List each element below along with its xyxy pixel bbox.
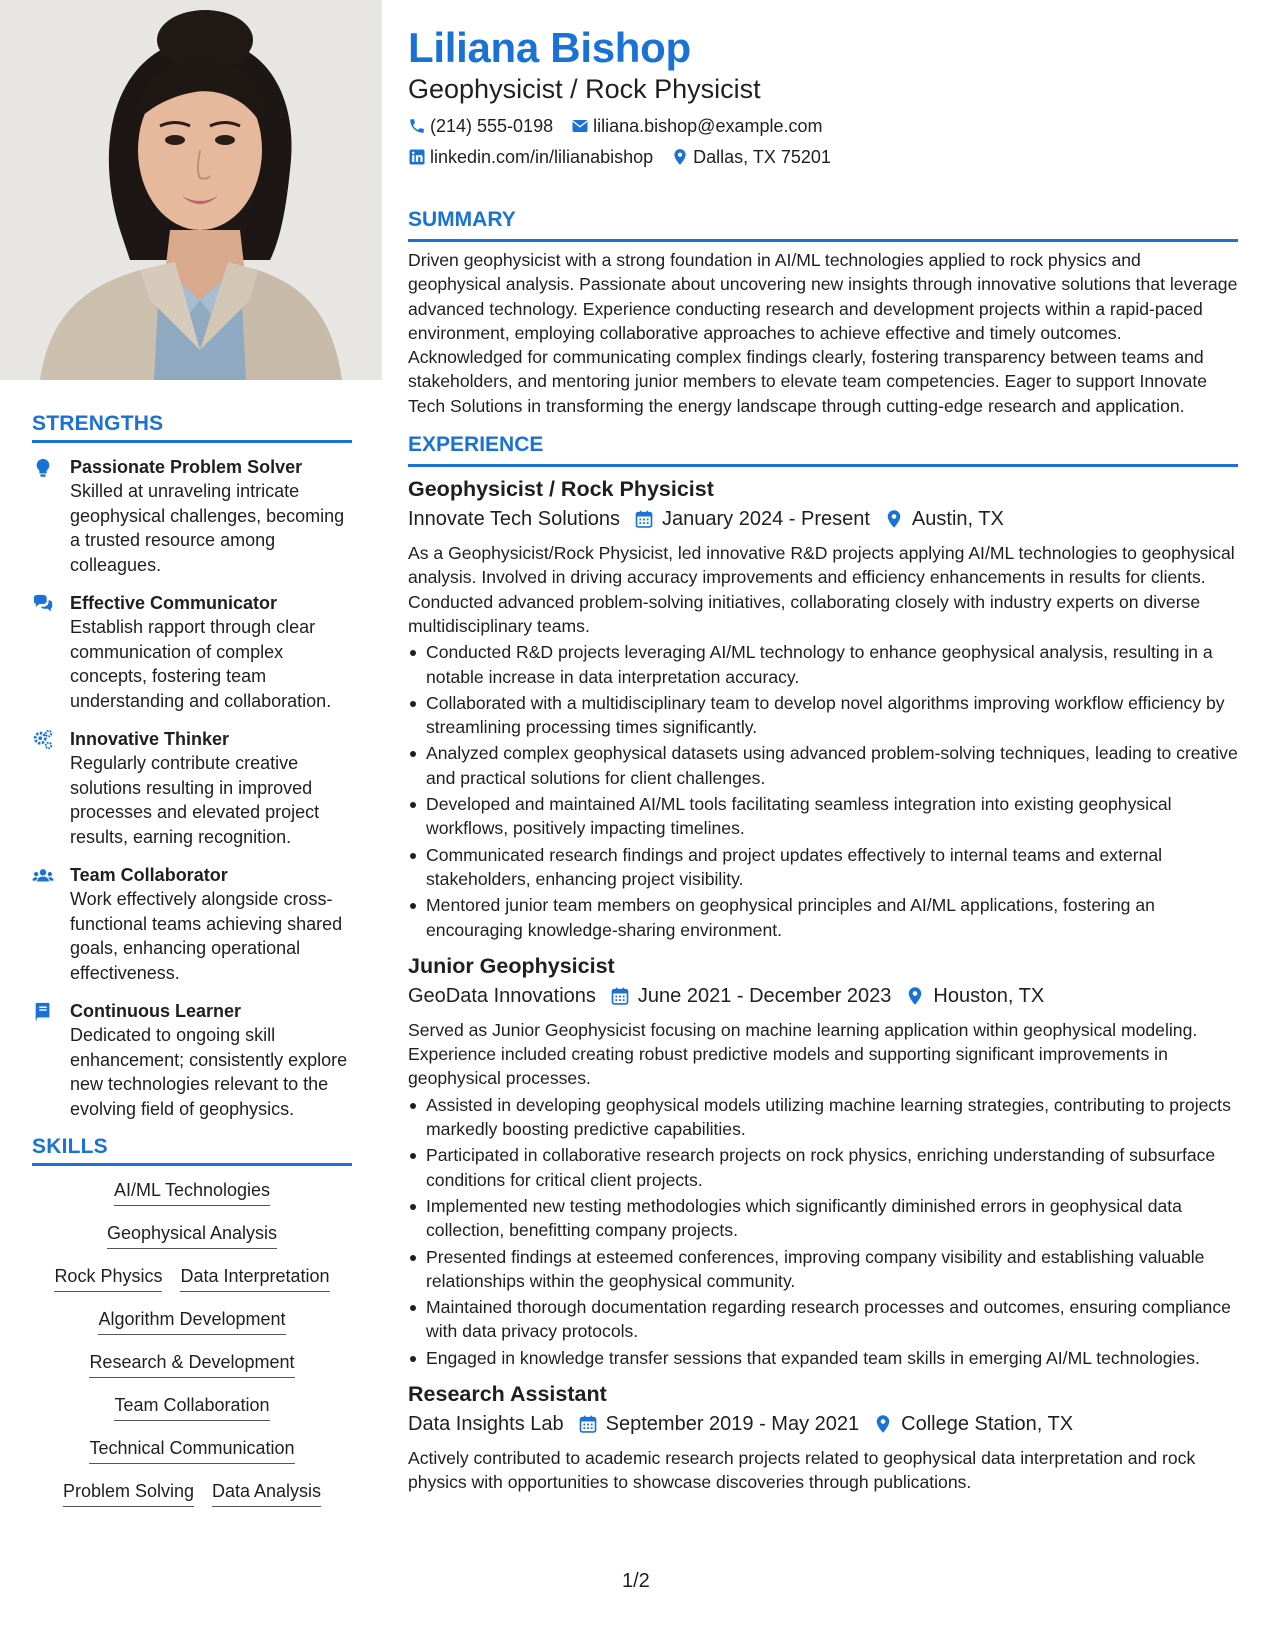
strength-item <box>32 999 352 1121</box>
bullet-item: Developed and maintained AI/ML tools facilitating seamless integration into existing geophysical workflows, positively impacting timelines. <box>408 792 1238 841</box>
skill-tag: Rock Physics <box>54 1264 162 1292</box>
company-name: Innovate Tech Solutions <box>408 508 621 531</box>
map-pin-icon <box>671 148 689 166</box>
skills-divider <box>32 1163 352 1166</box>
contact-row-1 <box>408 114 1238 138</box>
company-name: Data Insights Lab <box>408 1412 564 1435</box>
strength-title: Team Collaborator <box>70 865 228 885</box>
strengths-divider <box>32 440 352 443</box>
map-pin-icon <box>884 509 904 529</box>
bullet-item: Assisted in developing geophysical models utilizing machine learning strategies, contributing to projects markedly boosting predictive capabilities. <box>408 1093 1238 1142</box>
skills-section <box>32 1135 352 1522</box>
comments-icon <box>32 591 70 713</box>
bullet-item: Conducted R&D projects leveraging AI/ML technology to enhance geophysical analysis, resulting in a notable increase in data interpretation accuracy. <box>408 640 1238 689</box>
experience-section <box>408 432 1238 1495</box>
linkedin-contact[interactable] <box>408 145 653 169</box>
email-text: liliana.bishop@example.com <box>593 116 823 136</box>
gears-icon <box>32 727 70 849</box>
job-bullets <box>408 1093 1238 1370</box>
location-contact <box>671 145 831 169</box>
bullet-item: Presented findings at esteemed conferences, improving company visibility and establishing valuable relationships within the geophysical community. <box>408 1245 1238 1294</box>
summary-divider <box>408 239 1238 242</box>
strengths-heading: STRENGTHS <box>32 412 164 435</box>
bullet-item: Engaged in knowledge transfer sessions that expanded team skills in emerging AI/ML technologies. <box>408 1346 1238 1370</box>
skill-tag: Data Interpretation <box>180 1264 329 1292</box>
skill-tag: Research & Development <box>89 1350 294 1378</box>
phone-contact[interactable] <box>408 114 553 138</box>
bullet-item: Analyzed complex geophysical datasets using advanced problem-solving techniques, leading to creative and practical solutions for client challenges. <box>408 741 1238 790</box>
map-pin-icon <box>873 1414 893 1434</box>
job-meta <box>408 982 1238 1010</box>
envelope-icon <box>571 117 589 135</box>
map-pin-icon <box>905 986 925 1006</box>
strength-item <box>32 727 352 849</box>
candidate-title: Geophysicist / Rock Physicist <box>408 74 761 104</box>
strength-item <box>32 455 352 577</box>
job-description: Served as Junior Geophysicist focusing on machine learning application within geophysical modeling. Experience included creating robust predictive models and supporting significant improvements in geophysical processes. <box>408 1019 1198 1089</box>
linkedin-text: linkedin.com/in/lilianabishop <box>430 147 654 167</box>
calendar-icon <box>578 1414 598 1434</box>
job-dates: June 2021 - December 2023 <box>637 984 892 1007</box>
job-location: Houston, TX <box>933 984 1045 1007</box>
skill-tag: Data Analysis <box>212 1479 321 1507</box>
phone-text: (214) 555-0198 <box>430 116 554 136</box>
job-entry <box>408 952 1238 1370</box>
job-location: Austin, TX <box>911 508 1004 531</box>
sidebar-content <box>32 412 352 1522</box>
job-title: Junior Geophysicist <box>408 953 615 978</box>
bullet-item: Participated in collaborative research projects on rock physics, enriching understanding of subsurface conditions for critical client projects. <box>408 1143 1238 1192</box>
strength-desc: Skilled at unraveling intricate geophysical challenges, becoming a trusted resource among colleagues. <box>70 481 345 575</box>
job-description: Actively contributed to academic research projects related to geophysical data interpretation and rock physics with opportunities to showcase discoveries through publications. <box>408 1447 1196 1493</box>
bullet-item: Collaborated with a multidisciplinary team to develop novel algorithms improving workflow efficiency by streamlining processing times significantly. <box>408 691 1238 740</box>
bullet-item: Communicated research findings and project updates effectively to internal teams and external stakeholders, enhancing project visibility. <box>408 843 1238 892</box>
strength-desc: Work effectively alongside cross-functional teams achieving shared goals, enhancing operational effectiveness. <box>70 889 343 983</box>
job-location: College Station, TX <box>901 1412 1074 1435</box>
experience-heading: EXPERIENCE <box>408 433 544 457</box>
strength-title: Effective Communicator <box>70 593 278 613</box>
job-dates: January 2024 - Present <box>662 508 870 531</box>
summary-text: Driven geophysicist with a strong foundation in AI/ML technologies applied to rock physics and geophysical analysis. Passionate about uncovering new insights through innovative solutions that leverage advanced technology. Experience conducting research and development projects within a rapid-paced environment, employing collaborative approaches to achieve effective and timely outcomes. Acknowledged for communicating complex findings clearly, fostering transparency between teams and stakeholders, and mentoring junior members to elevate team competencies. Eager to support Innovate Tech Solutions in transforming the energy landscape through cutting-edge research and application. <box>408 250 1238 416</box>
skill-tag: AI/ML Technologies <box>114 1178 270 1206</box>
profile-photo <box>0 0 382 380</box>
linkedin-icon <box>408 148 426 166</box>
skills-heading: SKILLS <box>32 1135 108 1158</box>
main-content <box>408 0 1238 1495</box>
strengths-list <box>32 455 352 1121</box>
company-name: GeoData Innovations <box>408 984 596 1007</box>
calendar-icon <box>610 986 630 1006</box>
lightbulb-icon <box>32 455 70 577</box>
skill-tag: Technical Communication <box>89 1436 294 1464</box>
job-entry <box>408 1380 1238 1495</box>
skills-list <box>32 1178 352 1522</box>
strength-title: Continuous Learner <box>70 1001 242 1021</box>
summary-section <box>408 207 1238 418</box>
job-title: Research Assistant <box>408 1381 607 1406</box>
strength-title: Innovative Thinker <box>70 729 230 749</box>
skill-tag: Problem Solving <box>63 1479 194 1507</box>
calendar-icon <box>634 509 654 529</box>
strength-title: Passionate Problem Solver <box>70 457 303 477</box>
skill-tag: Geophysical Analysis <box>107 1221 277 1249</box>
job-description: As a Geophysicist/Rock Physicist, led innovative R&D projects applying AI/ML technologies to geophysical analysis. Involved in driving accuracy improvements and efficiency enhancements in results for clients. Conducted advanced problem-solving initiatives, collaborating closely with industry experts on diverse multidisciplinary teams. <box>408 543 1235 636</box>
strength-desc: Regularly contribute creative solutions resulting in improved processes and elevated project results, earning recognition. <box>70 753 320 847</box>
strength-item <box>32 863 352 985</box>
skill-tag: Algorithm Development <box>98 1307 285 1335</box>
bullet-item: Mentored junior team members on geophysical principles and AI/ML applications, fostering an encouraging knowledge-sharing environment. <box>408 893 1238 942</box>
users-icon <box>32 863 70 985</box>
candidate-name: Liliana Bishop <box>408 24 691 71</box>
page-number: 1/2 <box>622 1570 650 1592</box>
job-meta <box>408 505 1238 533</box>
skill-tag: Team Collaboration <box>114 1393 269 1421</box>
summary-heading: SUMMARY <box>408 208 516 231</box>
experience-divider <box>408 464 1238 467</box>
strength-desc: Establish rapport through clear communication of complex concepts, fostering team understanding and collaboration. <box>70 617 332 711</box>
location-text: Dallas, TX 75201 <box>693 147 831 167</box>
bullet-item: Maintained thorough documentation regarding research processes and outcomes, ensuring compliance with data privacy protocols. <box>408 1295 1238 1344</box>
bullet-item: Implemented new testing methodologies which significantly diminished errors in geophysical data collection, benefitting company projects. <box>408 1194 1238 1243</box>
job-bullets <box>408 640 1238 942</box>
contact-row-2 <box>408 145 1238 169</box>
strength-item <box>32 591 352 713</box>
sidebar <box>0 0 382 1650</box>
phone-icon <box>408 117 426 135</box>
job-title: Geophysicist / Rock Physicist <box>408 477 714 502</box>
strength-desc: Dedicated to ongoing skill enhancement; consistently explore new technologies relevant to the evolving field of geophysics. <box>70 1025 348 1119</box>
job-meta <box>408 1410 1238 1438</box>
email-contact[interactable] <box>571 114 822 138</box>
job-entry <box>408 475 1238 942</box>
job-dates: September 2019 - May 2021 <box>605 1412 860 1435</box>
book-icon <box>32 999 70 1121</box>
